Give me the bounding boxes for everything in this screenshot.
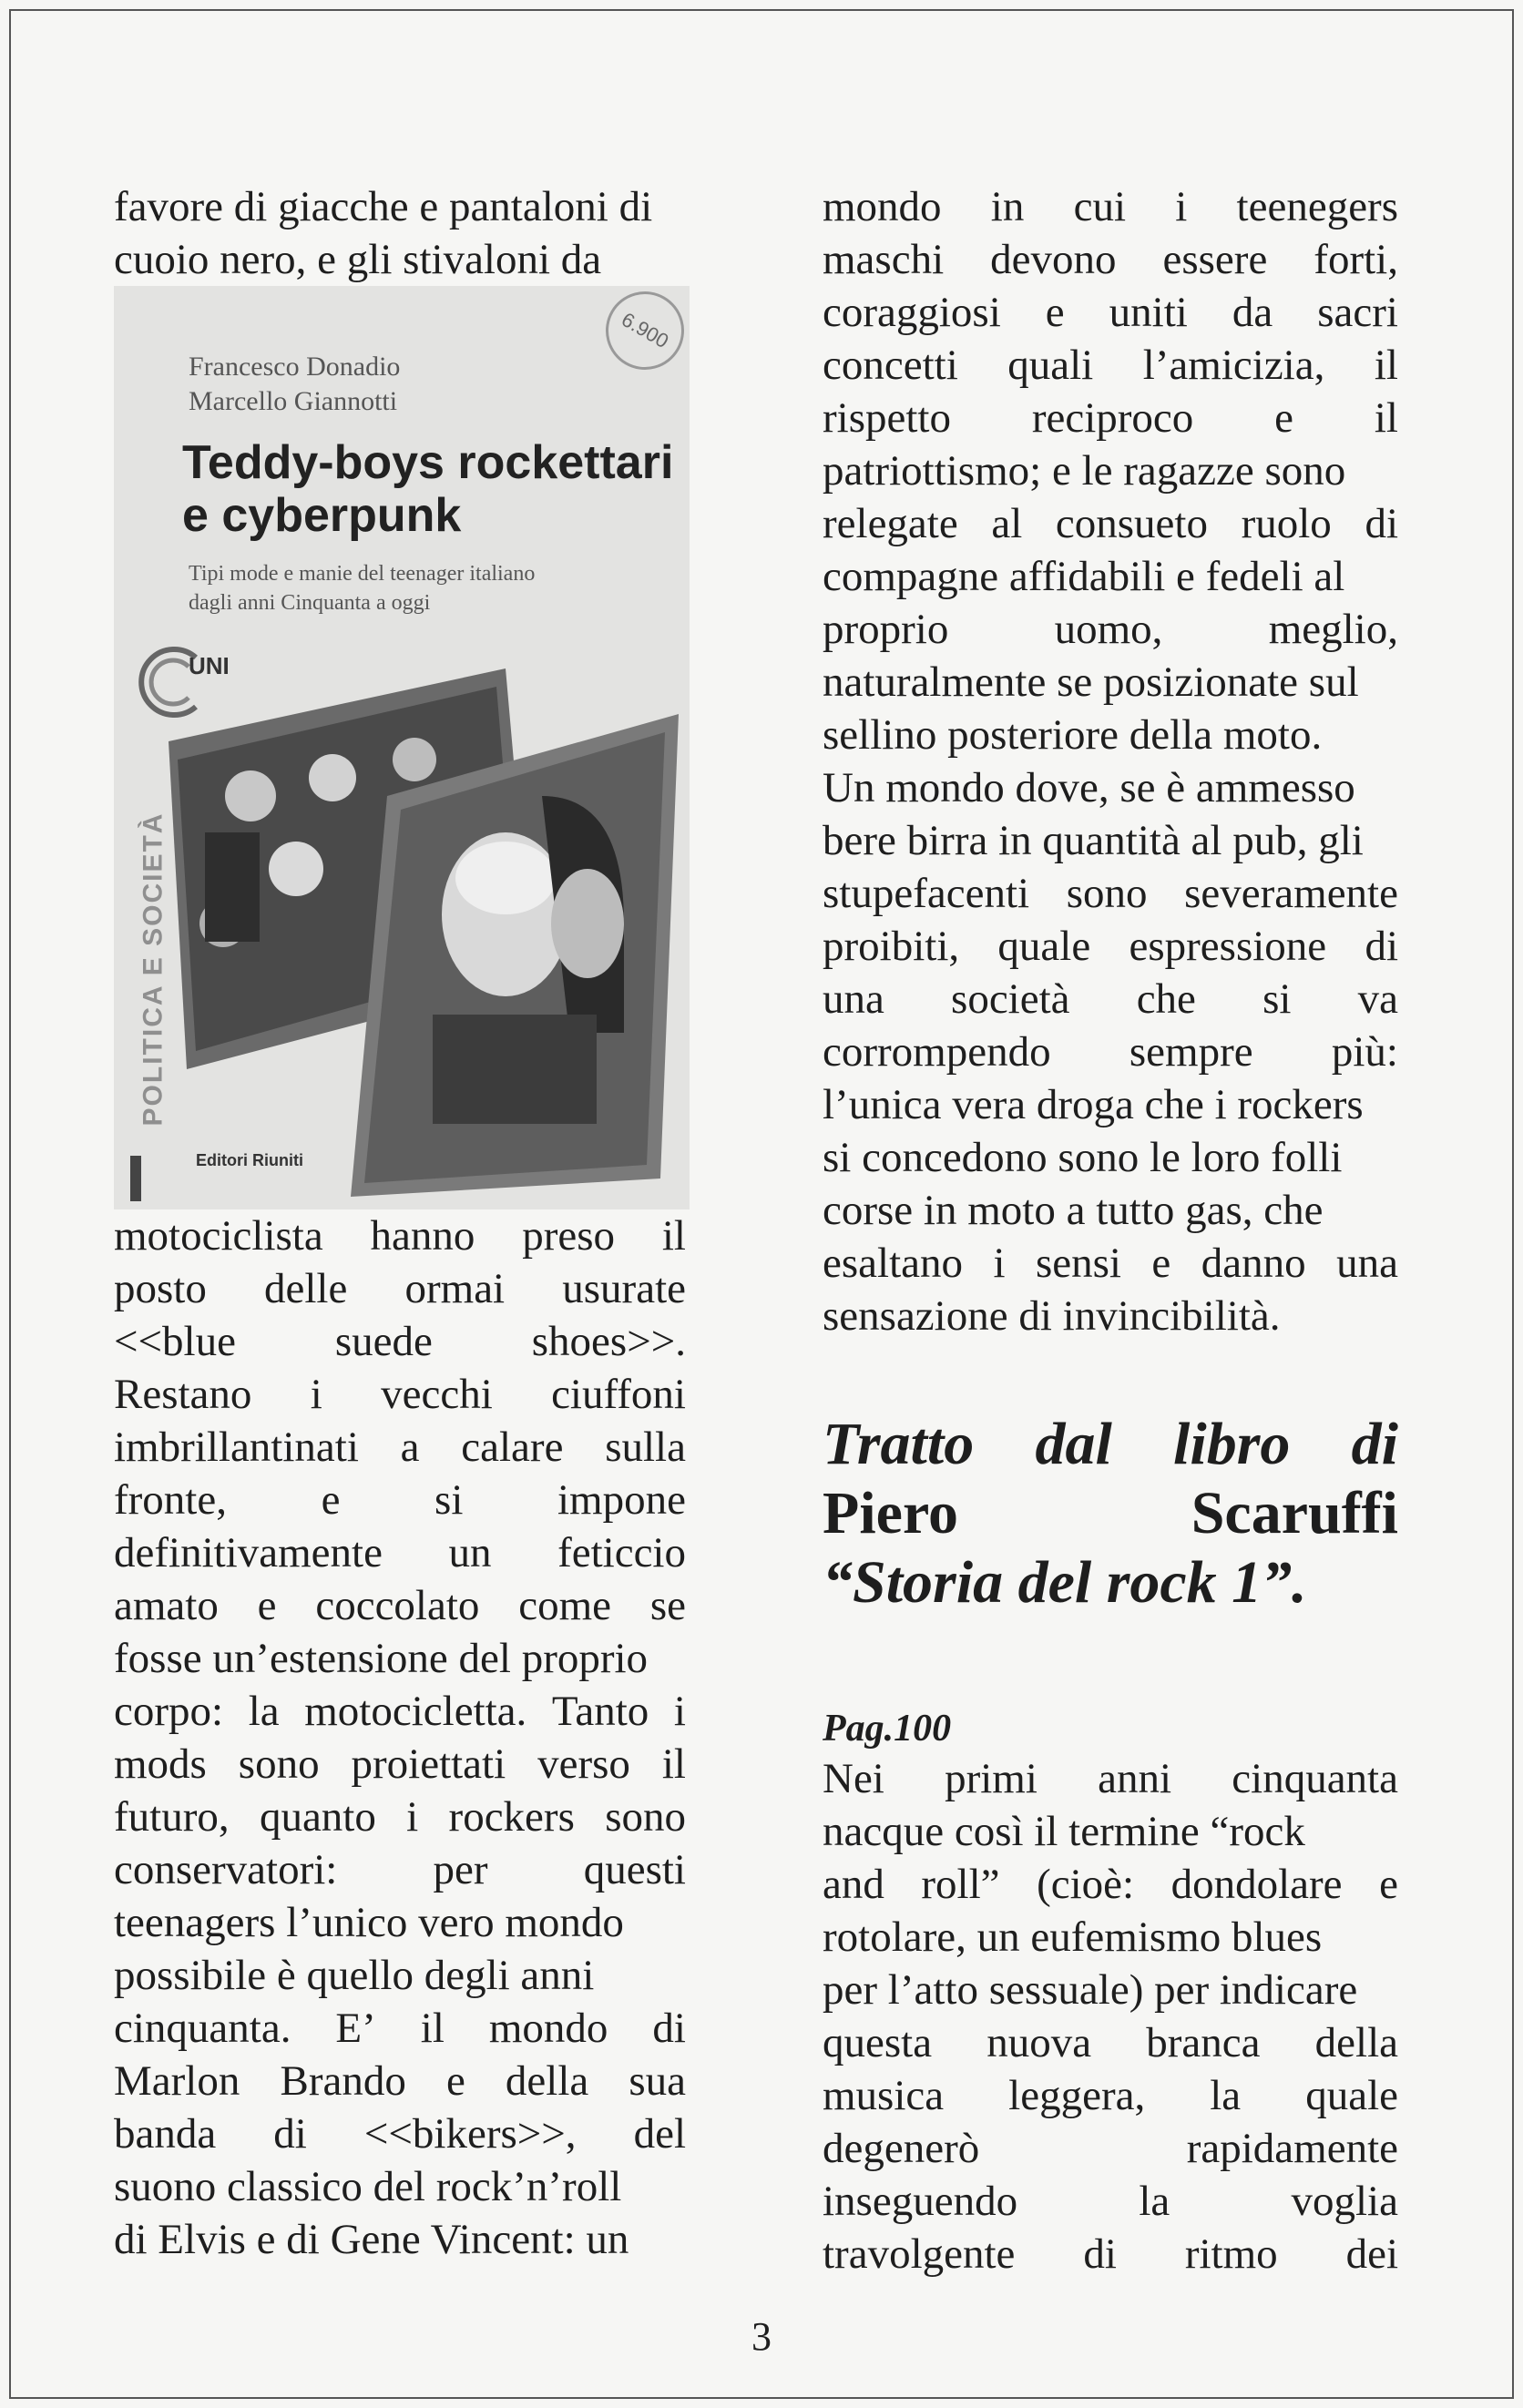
heading-word: “Storia del rock 1”. [823,1549,1307,1616]
left-text-line [114,1896,686,1949]
left-text-word: come [518,1582,611,1629]
left-text-word: hanno [370,1212,475,1260]
right-text-word: si [1262,975,1292,1023]
left-text-line [114,1474,686,1526]
left-text-word: definitivamente [114,1529,383,1576]
right-text-word: naturalmente se posizionate sul [823,658,1359,706]
left-text-word: shoes>>. [531,1318,686,1365]
right-text-line [823,1237,1398,1290]
left-text-line [114,1738,686,1791]
left-text-line [114,1949,686,2002]
right-text-word: compagne affidabili e fedeli al [823,553,1345,600]
right-text-word: si concedono sono le loro folli [823,1134,1343,1181]
left-text-word: sono [605,1793,686,1841]
body-text-word: rotolare, un eufemismo blues [823,1913,1323,1961]
right-text-word: al [991,500,1023,547]
body-text-word: travolgente [823,2230,1016,2278]
body-text-word: cinquanta [1232,1755,1398,1802]
right-text-word: di [1365,500,1398,547]
body-text-word: (cioè: [1037,1861,1135,1908]
left-text-line [114,2160,686,2213]
left-text-word: a [400,1423,420,1471]
right-text-word: devono [990,236,1117,283]
left-text-word: di Elvis e di Gene Vincent: un [114,2216,629,2263]
left-text-word: mondo [488,2005,608,2052]
left-text-word: della [505,2057,589,2105]
body-text-word: della [1314,2019,1398,2066]
left-text-word: delle [264,1265,348,1312]
left-text-word: Restano [114,1371,252,1418]
left-text-word: suono classico del rock’n’roll [114,2163,622,2210]
left-text-word: sua [629,2057,686,2105]
cover-photo-collage [114,286,690,1209]
left-text-word: motociclista [114,1212,323,1260]
left-top-text [114,180,686,286]
body-text-word: per l’atto sessuale) per indicare [823,1966,1358,2014]
right-text-word: e [1274,394,1293,442]
right-text-word: teenegers [1236,183,1398,230]
left-text-word: impone [557,1476,686,1524]
right-text-line [823,233,1398,286]
left-text-word: E’ [335,2005,376,2052]
left-text-line [114,1209,686,1262]
left-text-word: e [445,2057,465,2105]
page-reference: Pag.100 [823,1708,952,1750]
body-text-word: questa [823,2019,933,2066]
left-text-word: usurate [562,1265,686,1312]
cover-series [130,778,176,1160]
right-text-line [823,814,1398,867]
book-cover-image [114,286,690,1209]
right-text-word: corrompendo [823,1028,1051,1076]
left-text-word: imbrillantinati [114,1423,359,1471]
cover-publisher: Editori Riuniti [196,1151,303,1169]
left-text-word: ciuffoni [551,1371,686,1418]
body-text-word: nuova [986,2019,1092,2066]
right-text-word: coraggiosi [823,289,1001,336]
right-text-word: sono [1066,870,1148,917]
right-text-word: rispetto [823,394,951,442]
right-text-word: una [823,975,884,1023]
right-text-word: il [1374,394,1398,442]
left-text-word: cuoio nero, e gli stivaloni da [114,236,602,283]
body-text-word: ritmo [1184,2230,1278,2278]
right-text-word: i [993,1240,1006,1287]
left-text-word: e [321,1476,341,1524]
body-text-word: roll” [921,1861,1000,1908]
right-text-word: maschi [823,236,945,283]
right-text-line [823,444,1398,497]
right-text-word: società [951,975,1070,1023]
left-text-word: sono [238,1740,320,1788]
right-text-word: i [1175,183,1188,230]
left-text-word: suede [334,1318,433,1365]
right-text-word: sensazione di invincibilità. [823,1292,1281,1340]
body-text-line [823,2016,1398,2069]
body-text-word: di [1083,2230,1117,2278]
left-text-word: coccolato [315,1582,480,1629]
right-text-word: Un mondo dove, se è ammesso [823,764,1355,811]
cover-series-label: POLITICA E SOCIETÀ [138,811,168,1127]
left-text-word: preso [522,1212,616,1260]
left-text-line [114,1632,686,1685]
left-text-word: i [673,1688,686,1735]
left-text-word: la [248,1688,280,1735]
left-text-word: di [652,2005,686,2052]
body-text-word: and [823,1861,884,1908]
right-text-word: uniti [1109,289,1188,336]
heading-word: Scaruffi [1191,1480,1398,1546]
left-text-line [114,2002,686,2055]
right-text-word: sacri [1317,289,1398,336]
right-text-line [823,1025,1398,1078]
right-text-word: severamente [1184,870,1398,917]
left-text-word: fosse un’estensione del proprio [114,1635,649,1682]
body-text-word: la [1139,2178,1170,2225]
left-text-word: questi [583,1846,686,1893]
right-text-word: più: [1331,1028,1398,1076]
right-text-word: proibiti, [823,923,960,970]
body-text-word: quale [1305,2072,1398,2119]
left-text-word: se [649,1582,686,1629]
right-text-word: di [1365,923,1398,970]
page-number: 3 [751,2314,772,2359]
right-text-word: quali [1007,342,1094,389]
right-text-line [823,603,1398,656]
left-text-line [114,1368,686,1421]
left-text-word: favore di giacche e pantaloni di [114,183,653,230]
body-text-word: anni [1098,1755,1172,1802]
right-text-word: forti, [1313,236,1398,283]
right-text-line [823,1131,1398,1184]
left-text-word: ormai [404,1265,506,1312]
left-text-line [114,1262,686,1315]
left-text-word: per [433,1846,488,1893]
right-text-word: corse in moto a tutto gas, che [823,1187,1324,1234]
right-text-word: e [1045,289,1065,336]
cover-title-line: Teddy-boys rockettari [182,436,674,489]
left-text-word: proiettati [351,1740,506,1788]
left-text-word: <<blue [114,1318,236,1365]
right-text-word: consueto [1055,500,1208,547]
body-text-word: musica [823,2072,945,2119]
body-text-line [823,1964,1398,2016]
right-text-word: l’unica vera droga che i rockers [823,1081,1364,1128]
left-text-line [114,1791,686,1843]
left-text-line [114,2055,686,2107]
left-text-word: i [310,1371,322,1418]
body-text-word: branca [1146,2019,1261,2066]
right-text-word: bere birra in quantità al pub, gli [823,817,1364,864]
cover-logo-text: UNI [189,652,230,679]
left-text-word: Tanto [551,1688,649,1735]
left-text-word: <<bikers>>, [363,2110,577,2158]
heading-word: Tratto [823,1411,975,1477]
heading-word: Piero [823,1480,959,1546]
right-text-word: patriottismo; e le ragazze sono [823,447,1346,495]
heading-line [823,1548,1398,1617]
left-text-word: conservatori: [114,1846,338,1893]
body-text-word: rapidamente [1186,2125,1398,2172]
left-text-line [114,1315,686,1368]
right-text-word: in [990,183,1025,230]
left-text-word: banda [114,2110,217,2158]
left-text-word: mods [114,1740,207,1788]
right-text-word: meglio, [1268,606,1398,653]
right-text-word: esaltano [823,1240,963,1287]
right-text-word: va [1357,975,1398,1023]
price-sticker: 6.900 [591,286,690,384]
right-text-word: stupefacenti [823,870,1030,917]
left-column [114,180,686,2266]
body-text-word: primi [945,1755,1037,1802]
right-text-line [823,392,1398,444]
left-text-word: possibile è quello degli anni [114,1952,595,1999]
right-text-word: l’amicizia, [1142,342,1325,389]
left-text-word: teenagers l’unico vero mondo [114,1899,624,1946]
left-text-word: e [257,1582,277,1629]
right-text-line [823,497,1398,550]
right-text-line [823,761,1398,814]
body-text-word: inseguendo [823,2178,1018,2225]
right-text-word: espressione [1129,923,1327,970]
left-text-line [114,1579,686,1632]
cover-subtitle [189,559,535,617]
left-text-word: del [633,2110,686,2158]
left-text-word: Brando [280,2057,406,2105]
body-text-word: e [1379,1861,1398,1908]
left-text-line [114,1843,686,1896]
right-text-word: il [1374,342,1398,389]
left-text-line [114,1685,686,1738]
right-text-word: quale [997,923,1091,970]
left-text-word: fronte, [114,1476,227,1524]
left-text-word: sulla [605,1423,686,1471]
left-text-word: verso [537,1740,630,1788]
right-text-word: concetti [823,342,958,389]
left-text-word: un [448,1529,492,1576]
right-text-line [823,1290,1398,1342]
right-text-line [823,339,1398,392]
left-text-line [114,1421,686,1474]
left-text-word: il [420,2005,445,2052]
cover-author: Francesco Donadio [189,352,401,382]
left-text-word: amato [114,1582,219,1629]
right-top-text [823,180,1398,1342]
left-text-word: rockers [448,1793,575,1841]
left-text-word: Marlon [114,2057,240,2105]
cover-subtitle-line: dagli anni Cinquanta a oggi [189,591,431,615]
right-text-line [823,709,1398,761]
right-text-word: sensi [1035,1240,1121,1287]
heading-word: di [1351,1411,1398,1477]
body-text-word: Nei [823,1755,884,1802]
body-text-word: dei [1345,2230,1398,2278]
body-text-line [823,1858,1398,1911]
right-text-word: mondo [823,183,942,230]
right-text-line [823,1184,1398,1237]
body-text-line [823,2228,1398,2280]
left-text-word: cinquanta. [114,2005,291,2052]
left-text-line [114,2213,686,2266]
left-text-word: calare [461,1423,564,1471]
body-text-line [823,2069,1398,2122]
right-column [823,180,1398,2280]
left-text-word: corpo: [114,1688,224,1735]
left-text-line [114,180,686,233]
left-text-word: di [273,2110,307,2158]
body-text-line [823,1911,1398,1964]
right-text-word: reciproco [1031,394,1194,442]
right-text-line [823,973,1398,1025]
body-text-word: voglia [1291,2178,1398,2225]
right-text-line [823,550,1398,603]
body-text-word: nacque così il termine “rock [823,1808,1305,1855]
right-text-line [823,920,1398,973]
cover-title [182,436,673,542]
body-text-word: la [1210,2072,1242,2119]
heading-word: dal [1035,1411,1112,1477]
left-text-word: si [434,1476,464,1524]
left-text-word: quanto [259,1793,376,1841]
heading-line [823,1410,1398,1479]
body-text-line [823,1752,1398,1805]
right-text-word: cui [1073,183,1127,230]
right-text-word: danno [1201,1240,1306,1287]
left-text-word: feticcio [557,1529,686,1576]
body-text-line [823,2175,1398,2228]
right-text-word: sempre [1129,1028,1253,1076]
right-text-word: essere [1162,236,1268,283]
cover-author: Marcello Giannotti [189,386,398,416]
body-text-word: leggera, [1008,2072,1146,2119]
cover-subtitle-line: Tipi mode e manie del teenager italiano [189,562,536,586]
left-bottom-text [114,1209,686,2266]
left-text-line [114,1526,686,1579]
body-text-word: dondolare [1170,1861,1343,1908]
left-text-line [114,233,686,286]
right-text-word: uomo, [1054,606,1163,653]
left-text-word: posto [114,1265,207,1312]
right-text-word: e [1151,1240,1171,1287]
cover-title-line: e cyberpunk [182,489,462,542]
left-text-word: i [406,1793,419,1841]
right-text-word: che [1136,975,1196,1023]
body-text-line [823,2122,1398,2175]
right-body-text [823,1752,1398,2280]
right-text-word: proprio [823,606,949,653]
left-text-word: vecchi [381,1371,493,1418]
section-heading [823,1410,1398,1617]
right-text-line [823,180,1398,233]
body-text-line [823,1805,1398,1858]
left-text-word: il [661,1212,686,1260]
heading-word: libro [1173,1411,1291,1477]
right-text-word: ruolo [1241,500,1332,547]
right-text-word: sellino posteriore della moto. [823,711,1323,759]
right-text-word: una [1336,1240,1398,1287]
right-text-line [823,1078,1398,1131]
cover-spine-mark [130,1156,141,1201]
right-text-line [823,656,1398,709]
left-text-word: motocicletta. [304,1688,527,1735]
heading-line [823,1479,1398,1548]
cover-authors [189,350,400,419]
right-text-word: da [1232,289,1273,336]
left-text-line [114,2107,686,2160]
left-text-word: il [661,1740,686,1788]
right-text-line [823,286,1398,339]
right-text-word: relegate [823,500,958,547]
right-text-line [823,867,1398,920]
body-text-word: degenerò [823,2125,980,2172]
left-text-word: futuro, [114,1793,230,1841]
